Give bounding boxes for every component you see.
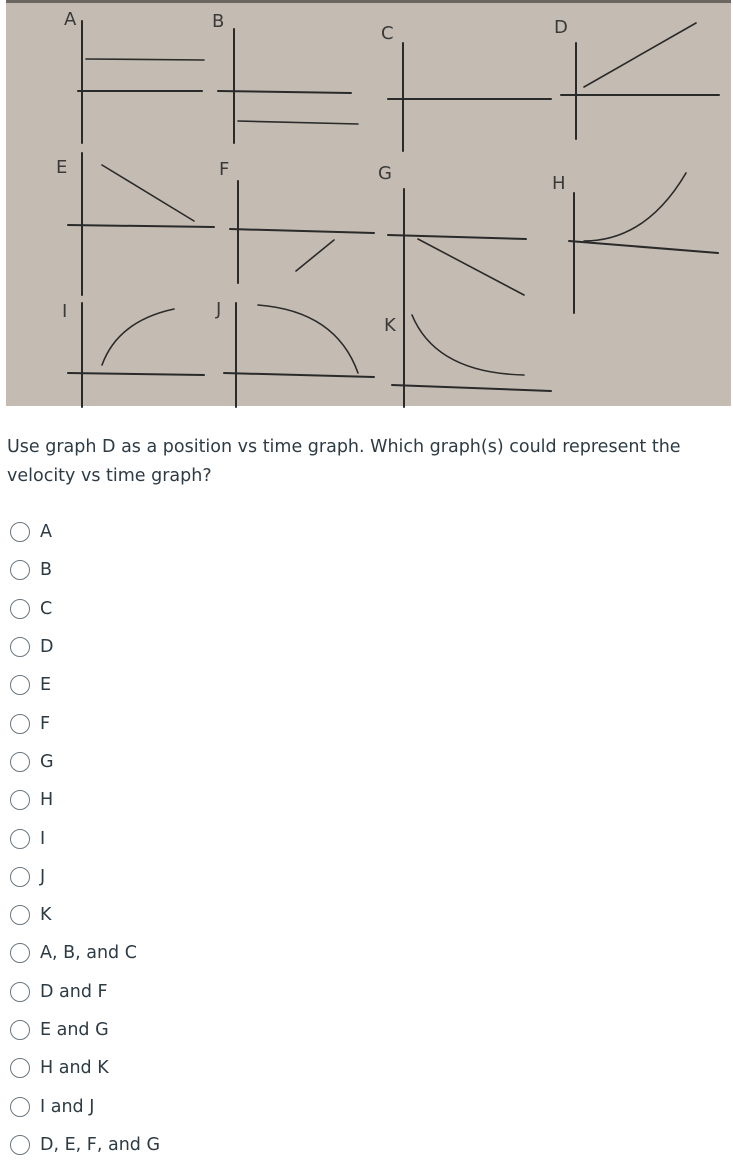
option-g[interactable] [10,743,160,781]
option-a[interactable] [10,513,160,551]
radio-button-icon[interactable] [10,1135,30,1155]
radio-button-icon[interactable] [10,1058,30,1078]
graph-label-k: K [384,315,396,336]
whiteboard-graphs-image [6,0,731,406]
option-label: E [40,675,52,696]
option-c[interactable] [10,590,160,628]
option-label: H [40,790,54,811]
option-d-e-f-g[interactable] [10,1126,160,1164]
graph-label-g: G [378,163,392,184]
radio-button-icon[interactable] [10,829,30,849]
option-label: G [40,751,54,772]
option-b[interactable] [10,551,160,589]
graph-label-b: B [212,11,225,32]
option-label: D, E, F, and G [40,1134,161,1155]
radio-button-icon[interactable] [10,867,30,887]
option-label: A [40,522,52,543]
option-label: A, B, and C [40,943,137,964]
option-f[interactable] [10,704,160,742]
option-label: D [40,637,54,658]
radio-button-icon[interactable] [10,752,30,772]
option-label: I and J [40,1096,95,1117]
graph-label-e: E [56,157,68,178]
radio-button-icon[interactable] [10,637,30,657]
graph-label-j: J [216,299,222,320]
option-a-b-c[interactable] [10,934,160,972]
radio-button-icon[interactable] [10,675,30,695]
radio-button-icon[interactable] [10,599,30,619]
radio-button-icon[interactable] [10,982,30,1002]
radio-button-icon[interactable] [10,1020,30,1040]
graph-label-d: D [554,17,568,38]
graph-label-f: F [219,159,230,180]
radio-button-icon[interactable] [10,1097,30,1117]
option-label: C [40,598,53,619]
graph-label-h: H [552,173,566,194]
option-i-j[interactable] [10,1087,160,1125]
option-label: H and K [40,1058,109,1079]
graph-label-c: C [381,23,394,44]
option-h-k[interactable] [10,1049,160,1087]
option-e[interactable] [10,666,160,704]
option-d-f[interactable] [10,973,160,1011]
answer-options [10,513,160,1164]
option-e-g[interactable] [10,1011,160,1049]
option-label: J [40,866,46,887]
option-label: B [40,560,53,581]
option-j[interactable] [10,858,160,896]
radio-button-icon[interactable] [10,714,30,734]
option-label: F [40,713,51,734]
question-text: Use graph D as a position vs time graph. Which graph(s) could represent the velocity vs time graph? [7,437,681,486]
option-label: E and G [40,1020,109,1040]
option-h[interactable] [10,781,160,819]
option-k[interactable] [10,896,160,934]
graph-label-a: A [64,9,77,30]
graph-label-i: I [62,301,68,322]
radio-button-icon[interactable] [10,522,30,542]
option-d[interactable] [10,628,160,666]
radio-button-icon[interactable] [10,905,30,925]
option-label: K [40,905,52,926]
option-label: I [40,828,46,849]
option-i[interactable] [10,819,160,857]
graph-sketches [6,3,731,409]
option-label: D and F [40,981,108,1002]
radio-button-icon[interactable] [10,560,30,580]
radio-button-icon[interactable] [10,943,30,963]
radio-button-icon[interactable] [10,790,30,810]
